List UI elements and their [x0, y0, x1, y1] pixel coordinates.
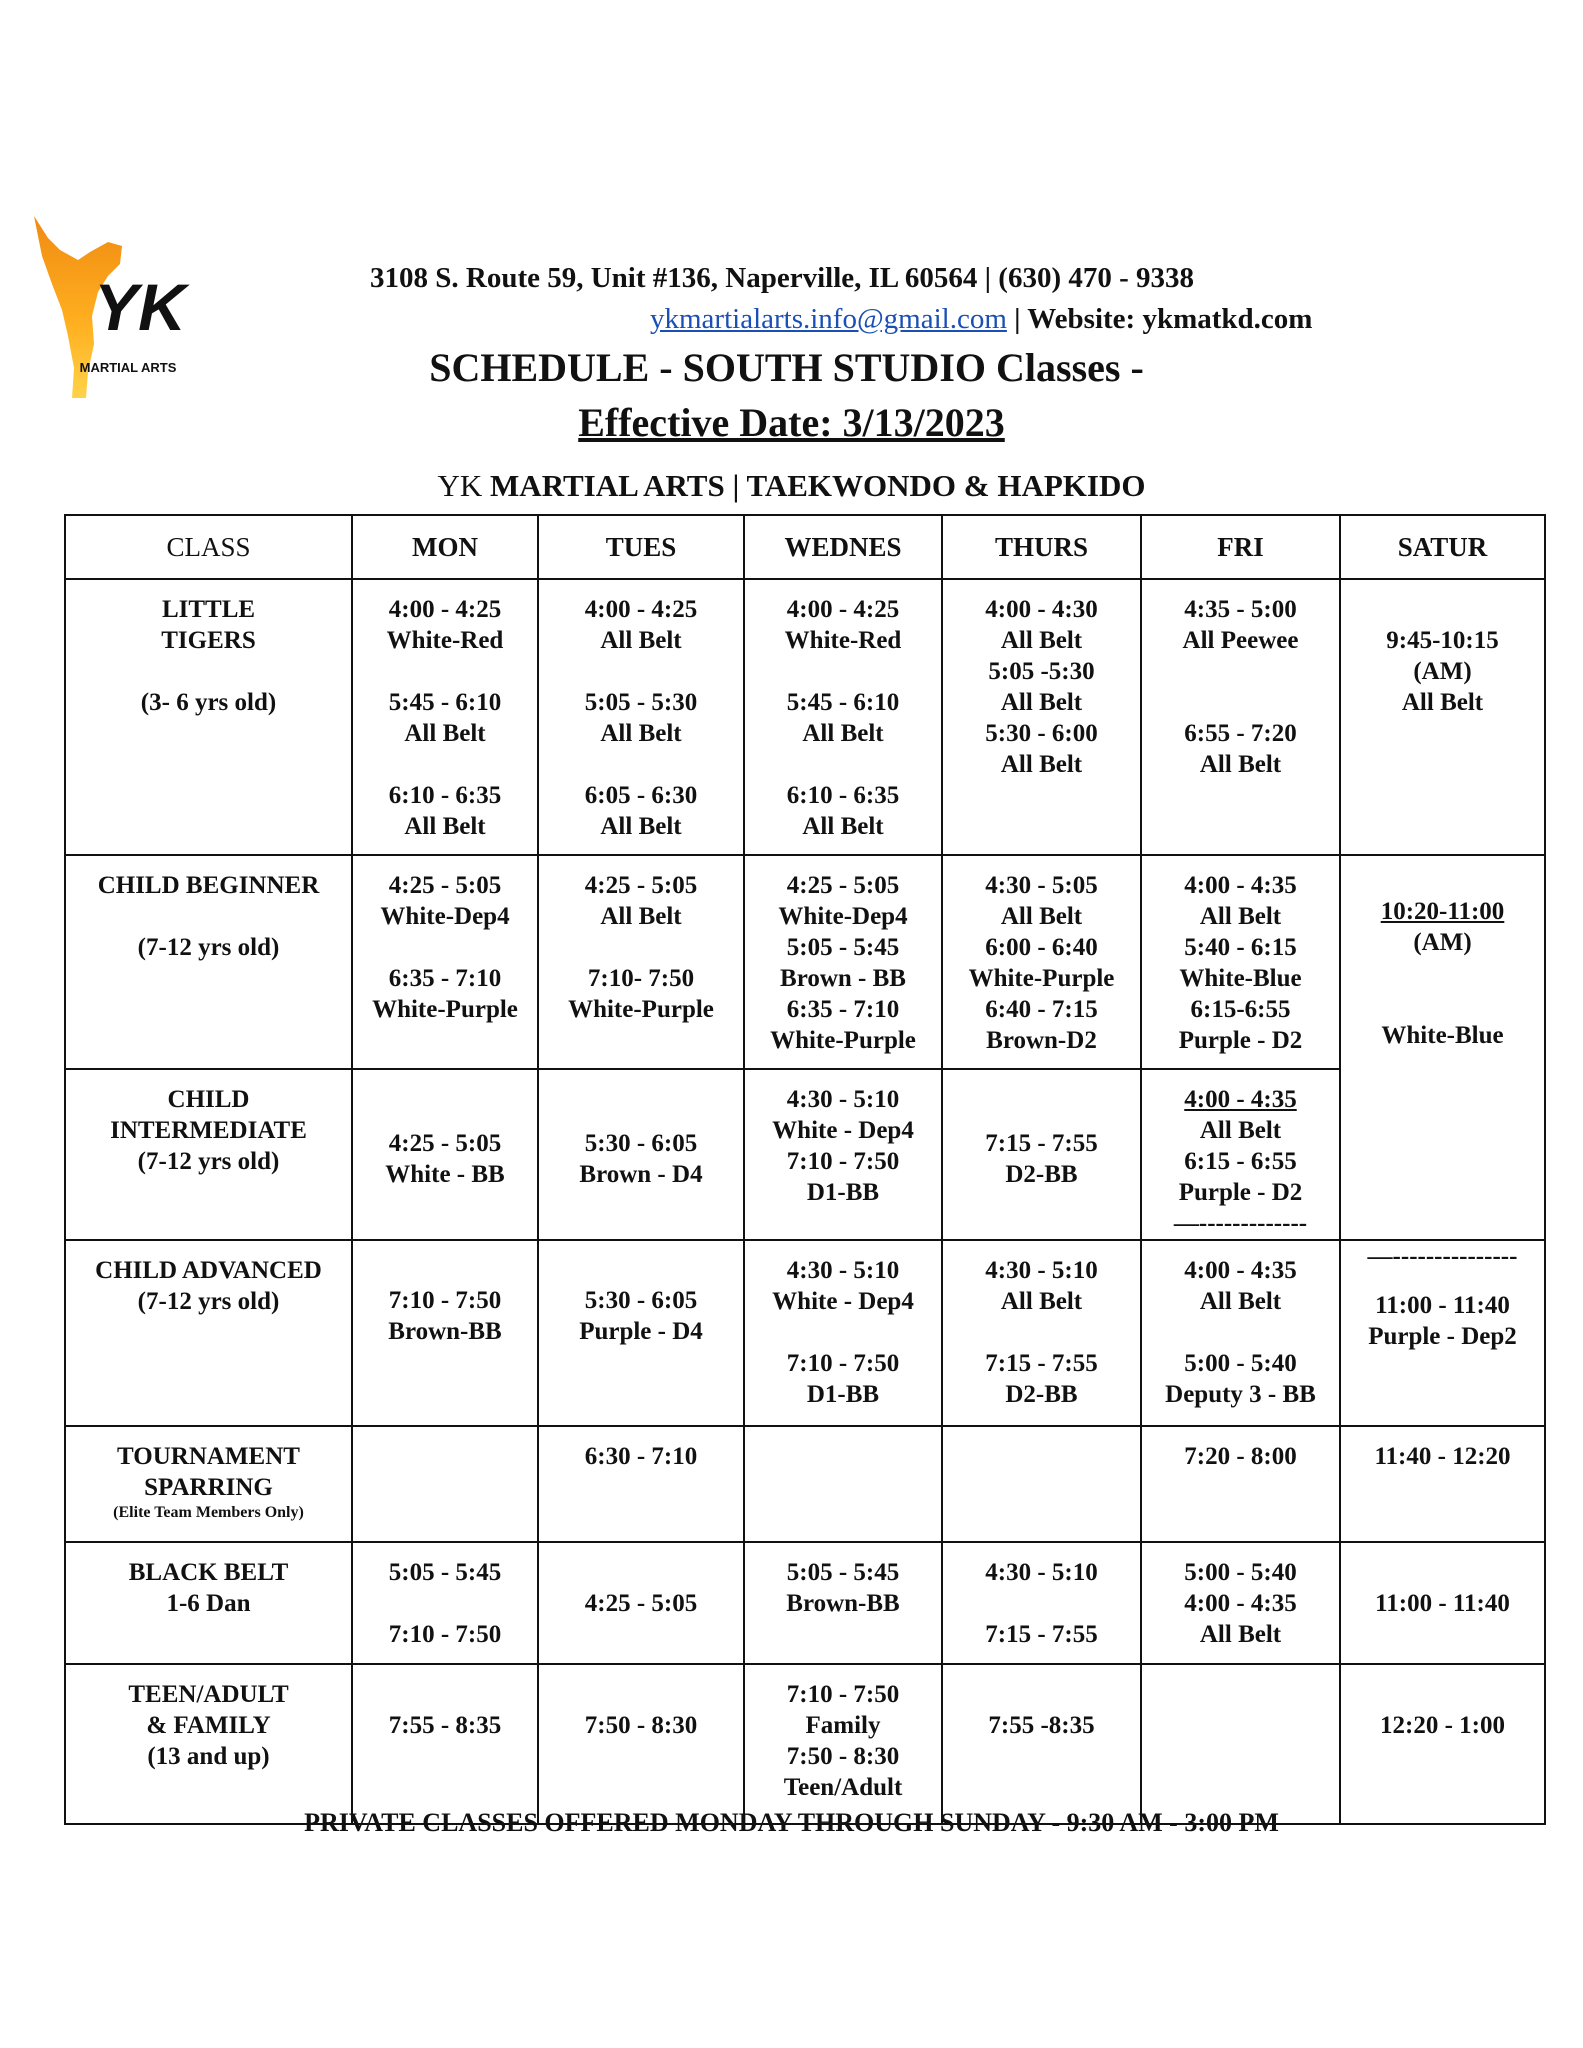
- private-classes-note: PRIVATE CLASSES OFFERED MONDAY THROUGH SUNDAY - 9:30 AM - 3:00 PM: [304, 1808, 1279, 1837]
- cell-little-tigers-thurs: 4:00 - 4:30 All Belt 5:05 -5:30 All Belt 5:30 - 6:00 All Belt: [942, 579, 1141, 855]
- cell-black-belt-thurs: 4:30 - 5:10 7:15 - 7:55: [942, 1542, 1141, 1664]
- cell-teen-adult-satur: 12:20 - 1:00: [1340, 1664, 1545, 1824]
- website-text: | Website: ykmatkd.com: [1006, 303, 1313, 335]
- cell-black-belt-tues: 4:25 - 5:05: [538, 1542, 744, 1664]
- table-row: [65, 579, 1545, 855]
- header-tues: TUES: [538, 515, 744, 579]
- email-link[interactable]: ykmartialarts.info@gmail.com: [650, 303, 1007, 335]
- class-label-black-belt: BLACK BELT 1-6 Dan: [65, 1542, 352, 1664]
- header-satur: SATUR: [1340, 515, 1545, 579]
- cell-child-beginner-wednes: 4:25 - 5:05 White-Dep4 5:05 - 5:45 Brown - BB 6:35 - 7:10 White-Purple: [744, 855, 942, 1069]
- studio-address: 3108 S. Route 59, Unit #136, Naperville, IL 60564 | (630) 470 - 9338: [370, 262, 1195, 294]
- divider-dashes: —-------------: [1173, 1210, 1308, 1237]
- header-mon: MON: [352, 515, 538, 579]
- cell-child-beginner-fri: 4:00 - 4:35 All Belt 5:40 - 6:15 White-Blue 6:15-6:55 Purple - D2: [1141, 855, 1340, 1069]
- cell-child-intermediate-tues: 5:30 - 6:05 Brown - D4: [538, 1069, 744, 1240]
- class-label-child-advanced: CHILD ADVANCED (7-12 yrs old): [65, 1240, 352, 1426]
- cell-child-intermediate-fri: 4:00 - 4:35 All Belt 6:15 - 6:55 Purple - D2 —-------------: [1141, 1069, 1340, 1240]
- cell-child-intermediate-thurs: 7:15 - 7:55 D2-BB: [942, 1069, 1141, 1240]
- class-label-teen-adult-family: TEEN/ADULT & FAMILY (13 and up): [65, 1664, 352, 1824]
- page-title: SCHEDULE - SOUTH STUDIO Classes -: [429, 345, 1144, 390]
- class-label-child-intermediate: CHILD INTERMEDIATE (7-12 yrs old): [65, 1069, 352, 1240]
- header-fri: FRI: [1141, 515, 1340, 579]
- class-label-child-beginner: CHILD BEGINNER (7-12 yrs old): [65, 855, 352, 1069]
- logo-caption: MARTIAL ARTS: [79, 360, 177, 375]
- schedule-table: [64, 514, 1546, 1825]
- cell-tournament-wednes: [744, 1426, 942, 1542]
- cell-tournament-mon: [352, 1426, 538, 1542]
- cell-child-intermediate-mon: 4:25 - 5:05 White - BB: [352, 1069, 538, 1240]
- table-row: [65, 1240, 1545, 1426]
- effective-date: Effective Date: 3/13/2023: [578, 400, 1005, 445]
- table-row: [65, 1069, 1545, 1240]
- cell-child-beginner-tues: 4:25 - 5:05 All Belt 7:10- 7:50 White-Purple: [538, 855, 744, 1069]
- cell-black-belt-fri: 5:00 - 5:40 4:00 - 4:35 All Belt: [1141, 1542, 1340, 1664]
- logo-letters: YK: [94, 270, 186, 344]
- cell-little-tigers-wednes: 4:00 - 4:25 White-Red 5:45 - 6:10 All Belt 6:10 - 6:35 All Belt: [744, 579, 942, 855]
- cell-black-belt-satur: 11:00 - 11:40: [1340, 1542, 1545, 1664]
- cell-tournament-thurs: [942, 1426, 1141, 1542]
- cell-teen-adult-fri: [1141, 1664, 1340, 1824]
- header-class: CLASS: [65, 515, 352, 579]
- cell-teen-adult-thurs: 7:55 -8:35: [942, 1664, 1141, 1824]
- cell-little-tigers-tues: 4:00 - 4:25 All Belt 5:05 - 5:30 All Belt 6:05 - 6:30 All Belt: [538, 579, 744, 855]
- class-label-little-tigers: LITTLE TIGERS (3- 6 yrs old): [65, 579, 352, 855]
- cell-child-advanced-fri: 4:00 - 4:35 All Belt 5:00 - 5:40 Deputy 3 - BB: [1141, 1240, 1340, 1426]
- cell-child-advanced-tues: 5:30 - 6:05 Purple - D4: [538, 1240, 744, 1426]
- cell-tournament-tues: 6:30 - 7:10: [538, 1426, 744, 1542]
- cell-black-belt-mon: 5:05 - 5:45 7:10 - 7:50: [352, 1542, 538, 1664]
- table-header-row: [65, 515, 1545, 579]
- header-thurs: THURS: [942, 515, 1141, 579]
- cell-child-advanced-mon: 7:10 - 7:50 Brown-BB: [352, 1240, 538, 1426]
- cell-tournament-satur: 11:40 - 12:20: [1340, 1426, 1545, 1542]
- cell-child-advanced-wednes: 4:30 - 5:10 White - Dep4 7:10 - 7:50 D1-BB: [744, 1240, 942, 1426]
- divider-dashes: —---------------: [1367, 1243, 1518, 1270]
- cell-tournament-fri: 7:20 - 8:00: [1141, 1426, 1340, 1542]
- cell-little-tigers-satur: 9:45-10:15 (AM) All Belt: [1340, 579, 1545, 855]
- cell-teen-adult-wednes: 7:10 - 7:50 Family 7:50 - 8:30 Teen/Adult: [744, 1664, 942, 1824]
- cell-child-beginner-thurs: 4:30 - 5:05 All Belt 6:00 - 6:40 White-Purple 6:40 - 7:15 Brown-D2: [942, 855, 1141, 1069]
- header-wednes: WEDNES: [744, 515, 942, 579]
- table-row: [65, 855, 1545, 1069]
- cell-teen-adult-mon: 7:55 - 8:35: [352, 1664, 538, 1824]
- contact-line: [650, 303, 1312, 336]
- subtitle: YK MARTIAL ARTS | TAEKWONDO & HAPKIDO: [437, 468, 1146, 503]
- cell-child-intermediate-wednes: 4:30 - 5:10 White - Dep4 7:10 - 7:50 D1-BB: [744, 1069, 942, 1240]
- table-row: [65, 1426, 1545, 1542]
- cell-little-tigers-fri: 4:35 - 5:00 All Peewee 6:55 - 7:20 All Belt: [1141, 579, 1340, 855]
- cell-child-beginner-satur: 10:20-11:00 (AM) White-Blue: [1340, 855, 1545, 1240]
- cell-black-belt-wednes: 5:05 - 5:45 Brown-BB: [744, 1542, 942, 1664]
- cell-teen-adult-tues: 7:50 - 8:30: [538, 1664, 744, 1824]
- class-label-tournament-sparring: TOURNAMENT SPARRING (Elite Team Members Only): [65, 1426, 352, 1542]
- cell-child-advanced-satur: —--------------- 11:00 - 11:40 Purple - Dep2: [1340, 1240, 1545, 1426]
- table-row: [65, 1664, 1545, 1824]
- cell-little-tigers-mon: 4:00 - 4:25 White-Red 5:45 - 6:10 All Belt 6:10 - 6:35 All Belt: [352, 579, 538, 855]
- elite-note: (Elite Team Members Only): [113, 1504, 304, 1521]
- cell-child-advanced-thurs: 4:30 - 5:10 All Belt 7:15 - 7:55 D2-BB: [942, 1240, 1141, 1426]
- table-row: [65, 1542, 1545, 1664]
- cell-child-beginner-mon: 4:25 - 5:05 White-Dep4 6:35 - 7:10 White-Purple: [352, 855, 538, 1069]
